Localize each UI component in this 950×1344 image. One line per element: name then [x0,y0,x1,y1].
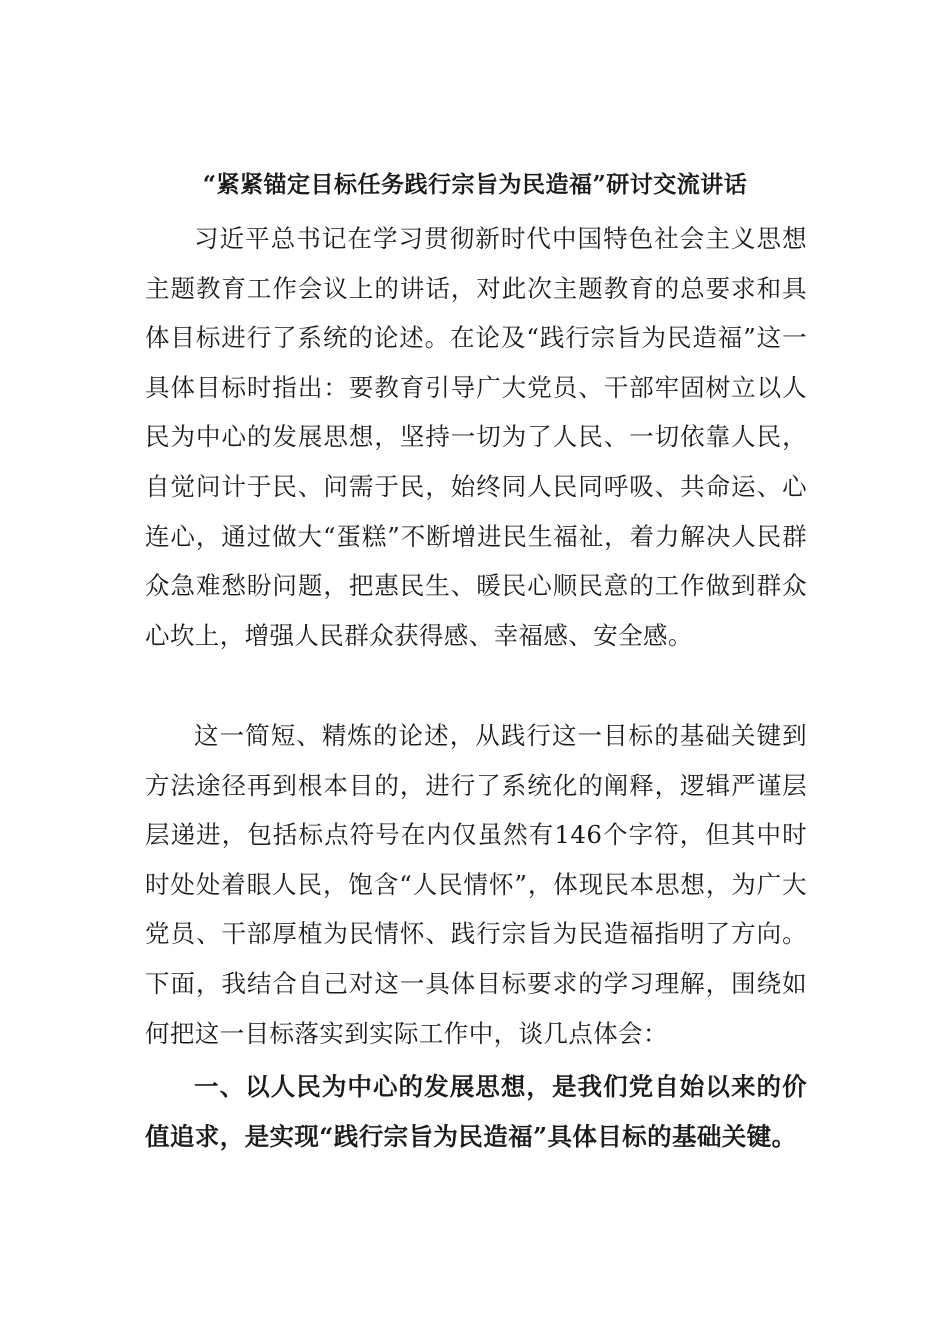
document-title: “紧紧锚定目标任务践行宗旨为民造福”研讨交流讲话 [202,171,748,199]
body-paragraph-1: 习近平总书记在学习贯彻新时代中国特色社会主义思想主题教育工作会议上的讲话，对此次主题教育的总要求和具体目标进行了系统的论述。在论及“践行宗旨为民造福”这一具体目标时指出：要教育引导广大党员、干部牢固树立以人民为中心的发展思想，坚持一切为了人民、一切依靠人民，自觉问计于民、问需于民，始终同人民同呼吸、共命运、心连心，通过做大“蛋糕”不断增进民生福祉，着力解决人民群众急难愁盼问题，把惠民生、暖民心顺民意的工作做到群众心坎上，增强人民群众获得感、幸福感、安全感。 [145,224,807,650]
section-heading-1: 一、以人民为中心的发展思想，是我们党自始以来的价值追求，是实现“践行宗旨为民造福”具体目标的基础关键。 [145,1072,807,1151]
body-paragraph-2: 这一简短、精炼的论述，从践行这一目标的基础关键到方法途径再到根本目的，进行了系统化的阐释，逻辑严谨层层递进，包括标点符号在内仅虽然有146个字符，但其中时时处处着眼人民，饱含“人民情怀”，体现民本思想，为广大党员、干部厚植为民情怀、践行宗旨为民造福指明了方向。下面，我结合自己对这一具体目标要求的学习理解，围绕如何把这一目标落实到实际工作中，谈几点体会： [145,721,807,1048]
